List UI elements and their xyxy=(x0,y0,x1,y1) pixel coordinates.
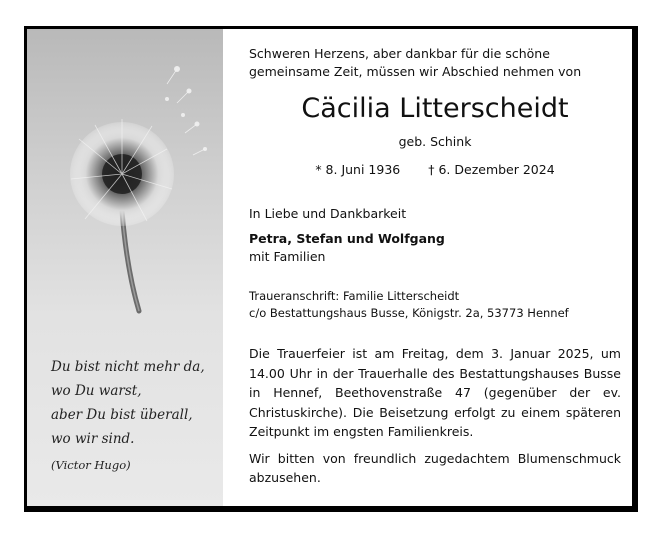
dandelion-image xyxy=(27,29,223,329)
quote-line: Du bist nicht mehr da, xyxy=(51,359,205,375)
flowers-request: Wir bitten von freundlich zugedachtem Blumenschmuck abzusehen. xyxy=(249,450,621,485)
life-dates xyxy=(249,161,621,179)
maiden-name: geb. Schink xyxy=(398,134,472,149)
intro-line: gemeinsame Zeit, müssen wir Abschied nehmen von xyxy=(249,64,582,79)
intro-text xyxy=(249,45,621,81)
birth-date: * 8. Juni 1936 xyxy=(315,162,401,177)
family-suffix: mit Familien xyxy=(249,249,326,264)
quote-author: (Victor Hugo) xyxy=(51,458,131,472)
love-line: In Liebe und Dankbarkeit xyxy=(249,206,407,221)
sidebar-image-panel xyxy=(27,29,223,506)
death-date: † 6. Dezember 2024 xyxy=(428,162,555,177)
quote-line: wo wir sind. xyxy=(51,431,135,447)
obituary-notice xyxy=(24,26,638,512)
intro-line: Schweren Herzens, aber dankbar für die schöne xyxy=(249,46,550,61)
family-names: Petra, Stefan und Wolfgang xyxy=(249,231,445,246)
address-line: Traueranschrift: Familie Litterscheidt xyxy=(249,289,460,303)
quote-block xyxy=(51,355,205,477)
quote-line: wo Du warst, xyxy=(51,383,142,399)
quote-line: aber Du bist überall, xyxy=(51,407,193,423)
mourning-address xyxy=(249,288,621,322)
notice-text xyxy=(249,45,621,488)
address-line: c/o Bestattungshaus Busse, Königstr. 2a, 53773 Hennef xyxy=(249,306,569,320)
deceased-name: Cäcilia Litterscheidt xyxy=(301,93,569,124)
ceremony-info: Die Trauerfeier ist am Freitag, dem 3. Januar 2025, um 14.00 Uhr in der Trauerhalle des Bestattungshauses Busse in Hennef, Beethovenstraße 47 (gegenüber der ev. Christuskirche). Die Beisetzung erfolgt zu einem späteren Zeitpunkt im engsten Familienkreis. xyxy=(249,346,621,439)
